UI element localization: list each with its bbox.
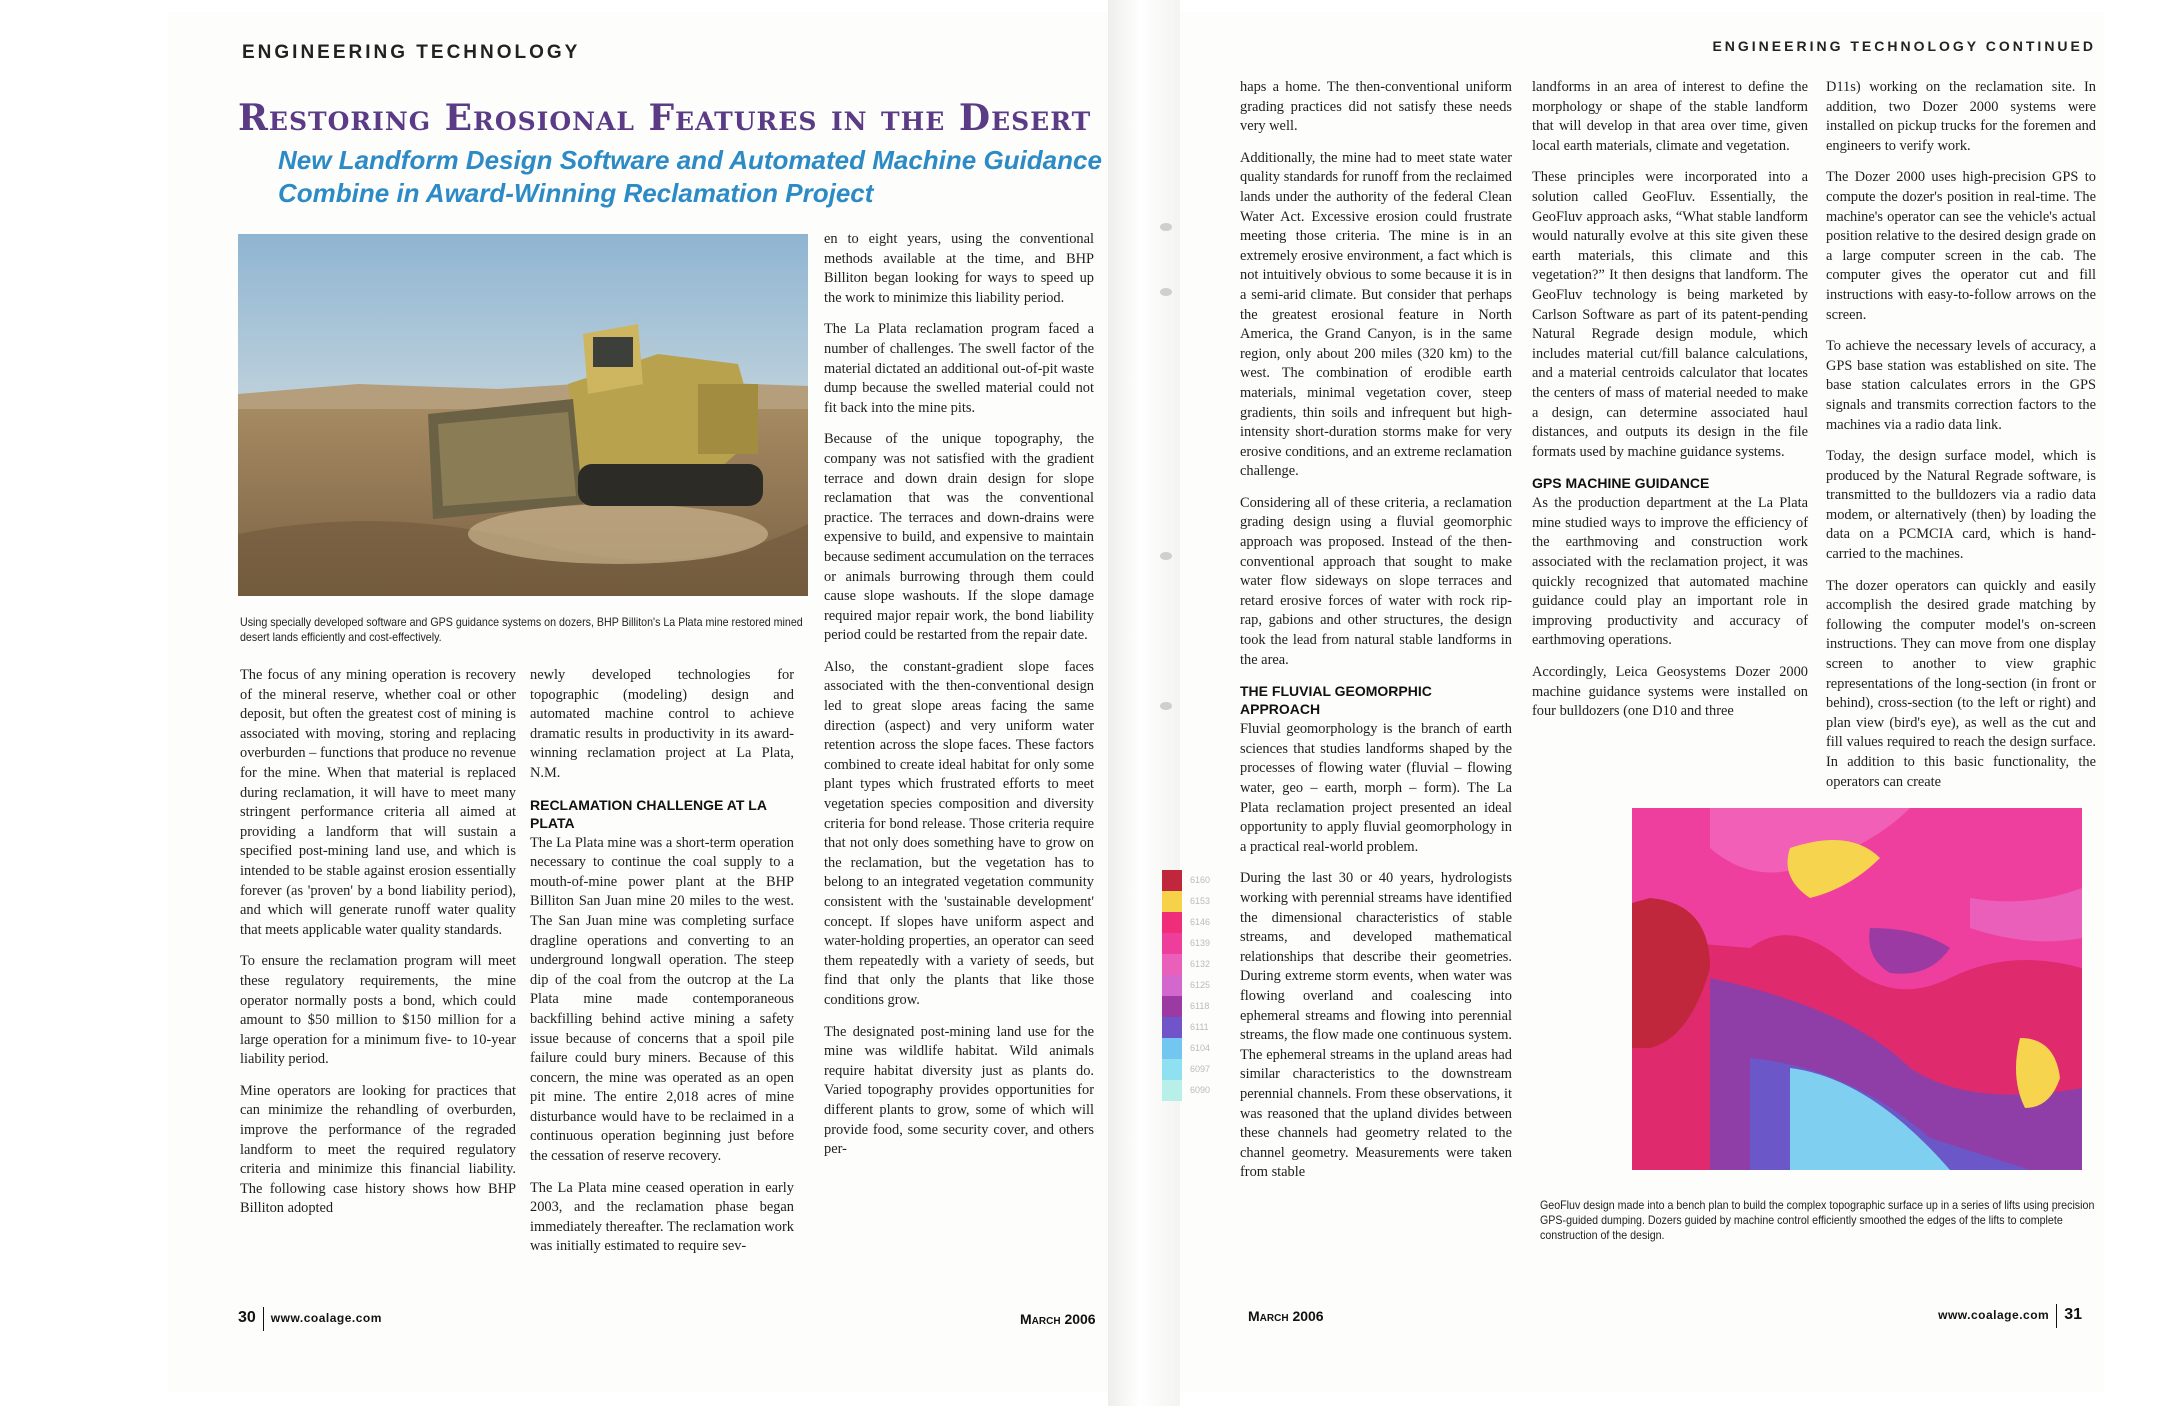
paragraph: Additionally, the mine had to meet state water quality standards for runoff from the reclaimed lands under the authority of the federal Clean Water Act. Excessive erosion could frustrate meeting those criteria. The mine is in an extremely erosive environment, a fact which is not intuitively obvious to some because it is in a semi-arid climate. But consider that perhaps the greatest erosional feature in North America, the Grand Canyon, is in the same region, only about 200 miles (320 km) to the west. The combination of erodible earth materials, minimal vegetation cover, steep gradients, thin soils and infrequent but high-intensity short-duration storms make for very erosive conditions, and an extreme reclamation challenge. bbox=[1240, 149, 1512, 480]
section-heading: RECLAMATION CHALLENGE AT LA PLATA bbox=[530, 796, 767, 831]
paragraph: Also, the constant-gradient slope faces associated with the then-conventional design led to great slope areas facing the same direction (aspect) and very uniform water retention across the slope faces. These factors combined to create ideal habitat for only some plant types which frustrated efforts to meet vegetation species composition and diversity criteria for bond release. Those criteria require that not only does something have to grow on the reclamation, but the vegetation has to belong to an integrated vegetation community consistent with the 'sustainable development' concept. If slopes have uniform aspect and water-holding properties, an operator can seed them repeatedly with a variety of seeds, but find that only the plants that like those conditions grow. bbox=[824, 658, 1094, 1008]
paragraph: Mine operators are looking for practices that can minimize the rehandling of overburden, improve the performance of the regraded landform to meet the required regulatory criteria and minimize this financial liability. The following case history shows how BHP Billiton adopted bbox=[240, 1082, 516, 1217]
legend-label: 6153 bbox=[1190, 896, 1211, 906]
left-column-2 bbox=[530, 666, 794, 1269]
issue-date: March 2006 bbox=[1248, 1308, 1324, 1324]
left-column-3 bbox=[824, 230, 1094, 1172]
binding-hole bbox=[1160, 288, 1172, 296]
paragraph: Considering all of these criteria, a reclamation grading design using a fluvial geomorphic approach was proposed. Instead of the then-conventional approach that sought to make water flow sideways on slope terraces and retard erosive forces of water with rock rip-rap, gabions and other structures, the design took the lead from natural stable landforms in the area. bbox=[1240, 494, 1512, 668]
footer-url[interactable]: www.coalage.com bbox=[1938, 1308, 2050, 1323]
legend-label: 6146 bbox=[1190, 917, 1211, 927]
paragraph: landforms in an area of interest to define the morphology or shape of the stable landform that will develop in that area over time, given local earth materials, climate and vegetation. bbox=[1532, 79, 1808, 154]
paragraph: To ensure the reclamation program will meet these regulatory requirements, the mine operator normally posts a bond, which could amount to $50 million to $150 million for a large operation for a minimum five- to 10-year liability period. bbox=[240, 953, 516, 1068]
legend-label: 6139 bbox=[1190, 938, 1211, 948]
paragraph: To achieve the necessary levels of accuracy, a GPS base station was established on site. The base station calculates errors in the GPS signals and transmits correction factors to the machines via a radio data link. bbox=[1826, 338, 2096, 433]
paragraph: During the last 30 or 40 years, hydrologists working with perennial streams have identified the dimensional characteristics of stable streams, and developed mathematical relationships that describe their geometries. During extreme storm events, when water was flowing overland and coalescing into ephemeral streams and flowing into perennial streams, the flow made one continuous system. The ephemeral streams in the upland areas had similar characteristics to the downstream perennial channels. From these observations, it was reasoned that the upland divides between these channels had geometry related to the channel geometry. Measurements were taken from stable bbox=[1240, 870, 1512, 1181]
left-footer bbox=[238, 1307, 382, 1331]
page-number: 31 bbox=[2064, 1306, 2082, 1324]
bulldozer-photo bbox=[238, 234, 808, 596]
legend-label: 6111 bbox=[1190, 1022, 1209, 1032]
right-footer bbox=[1938, 1304, 2082, 1328]
binding-hole bbox=[1160, 702, 1172, 710]
footer-divider bbox=[263, 1307, 264, 1331]
section-label: ENGINEERING TECHNOLOGY CONTINUED bbox=[1712, 38, 2096, 54]
paragraph: As the production department at the La Plata mine studied ways to improve the efficiency of the earthmoving and construction work associated with the reclamation project, it was quickly recognized that automated machine guidance could play an important role in improving productivity and accuracy of earthmoving operations. bbox=[1532, 495, 1808, 649]
paragraph: Fluvial geomorphology is the branch of earth sciences that studies landforms shaped by the processes of flowing water (fluvial – flowing water, geo – earth, morph – form). The La Plata reclamation project presented an ideal opportunity to apply fluvial geomorphology in a practical real-world problem. bbox=[1240, 721, 1512, 855]
paragraph: The La Plata mine ceased operation in early 2003, and the reclamation phase began immediately thereafter. The reclamation work was initially estimated to require sev- bbox=[530, 1179, 794, 1255]
paragraph: The Dozer 2000 uses high-precision GPS to compute the dozer's position in real-time. The machine's operator can see the vehicle's actual position relative to the desired design grade on a large computer screen in the cab. The computer gives the operator cut and fill instructions with easy-to-follow arrows on the screen. bbox=[1826, 169, 2096, 323]
footer-divider bbox=[2056, 1304, 2057, 1328]
paragraph: Today, the design surface model, which is produced by the Natural Regrade software, is transmitted to the bulldozers via a radio data modem, or alternatively (then) by loading the data on a PCMCIA card, which is hand-carried to the machines. bbox=[1826, 448, 2096, 563]
paragraph: haps a home. The then-conventional uniform grading practices did not satisfy these needs very well. bbox=[1240, 79, 1512, 135]
issue-date: March 2006 bbox=[1020, 1311, 1096, 1327]
section-heading: THE FLUVIAL GEOMORPHIC APPROACH bbox=[1240, 683, 1432, 718]
paragraph: Accordingly, Leica Geosystems Dozer 2000 machine guidance systems were installed on four bulldozers (one D10 and three bbox=[1532, 664, 1808, 720]
map-caption: GeoFluv design made into a bench plan to build the complex topographic surface up in a series of lifts using precision GPS-guided dumping. Dozers guided by machine control efficiently smoothed the edges of the lifts to complete construction of the design. bbox=[1540, 1199, 2095, 1242]
footer-url[interactable]: www.coalage.com bbox=[270, 1311, 382, 1326]
binding-hole bbox=[1160, 552, 1172, 560]
article-subtitle: New Landform Design Software and Automated Machine Guidance Combine in Award-Winning Reclamation Project bbox=[278, 145, 1102, 208]
paragraph: The La Plata reclamation program faced a number of challenges. The swell factor of the material dictated an additional out-of-pit waste dump because the swelled material could not fit back into the mine pits. bbox=[824, 321, 1094, 416]
right-column-2 bbox=[1532, 78, 1808, 734]
paragraph: D11s) working on the reclamation site. In addition, two Dozer 2000 systems were installed on pickup trucks for the foremen and engineers to verify work. bbox=[1826, 79, 2096, 154]
legend-label: 6097 bbox=[1190, 1064, 1211, 1074]
right-footer-date bbox=[1248, 1308, 1324, 1324]
geofluv-topography-map bbox=[1150, 808, 2090, 1170]
left-page bbox=[168, 12, 1108, 1392]
page-number: 30 bbox=[238, 1309, 256, 1327]
paragraph: These principles were incorporated into a solution called GeoFluv. Essentially, the GeoFluv approach asks, “What stable landform would naturally evolve at this site given these earth materials, this climate and this vegetation?” It then designs that landform. The GeoFluv technology is being marketed by Carlson Software as part of its patent-pending Natural Regrade design module, which includes material cut/fill balance calculations, and a material centroids calculator that locates the centers of mass of material needed to make a design, can determine associated haul distances, and outputs its design in the file formats used by machine guidance systems. bbox=[1532, 169, 1808, 460]
legend-label: 6160 bbox=[1190, 875, 1211, 885]
legend-label: 6125 bbox=[1190, 980, 1211, 990]
paragraph: The La Plata mine was a short-term operation necessary to continue the coal supply to a mouth-of-mine power plant at the BHP Billiton San Juan mine 20 miles to the west. The San Juan mine was completing surface dragline operations and converting to an underground longwall operation. The steep dip of the coal from the outcrop at the La Plata mine made contemporaneous backfilling behind active mining a safety issue because of concerns that a spoil pile failure could bury miners. Because of this concern, the mine was operated as an open pit mine. The entire 2,018 acres of mine disturbance would have to be reclaimed in a continuous operation beginning just before the cessation of reserve recovery. bbox=[530, 834, 794, 1165]
photo-caption: Using specially developed software and GPS guidance systems on dozers, BHP Billiton's La Plata mine restored mined desert lands efficiently and cost-effectively. bbox=[240, 616, 803, 644]
paragraph: en to eight years, using the conventional methods available at the time, and BHP Billiton began looking for ways to speed up the work to minimize this liability period. bbox=[824, 231, 1094, 306]
legend-label: 6104 bbox=[1190, 1043, 1211, 1053]
left-footer-date bbox=[1020, 1311, 1096, 1327]
legend-label: 6118 bbox=[1190, 1001, 1210, 1011]
paragraph: The designated post-mining land use for the mine was wildlife habitat. Wild animals require habitat diversity just as plants do. Varied topography provides opportunities for different plants to grow, some of which will provide food, some security cover, and others per- bbox=[824, 1023, 1094, 1158]
article-title: Restoring Erosional Features in the Desert bbox=[238, 97, 1092, 139]
legend-label: 6090 bbox=[1190, 1085, 1211, 1095]
right-page bbox=[1180, 12, 2104, 1392]
binding-hole bbox=[1160, 223, 1172, 231]
legend-label: 6132 bbox=[1190, 959, 1211, 969]
paragraph: Because of the unique topography, the company was not satisfied with the gradient terrace and down drain design for slope reclamation that was the conventional practice. The terraces and down-drains were expensive to build, and expensive to maintain because sediment accumulation on the terraces or animals burrowing through them could cause slope washouts. If the slope damage required major repair work, the bond liability period could be restarted from the repair date. bbox=[824, 431, 1094, 644]
paragraph: newly developed technologies for topographic (modeling) design and automated machine control to achieve dramatic results in productivity in its award-winning reclamation project at La Plata, N.M. bbox=[530, 667, 794, 781]
paragraph: The dozer operators can quickly and easily accomplish the desired grade matching by following the computer model's on-screen instructions. They can move from one display screen to another to view graphic representations of the long-section (in front or behind), cross-section (to the left or right) and plan view (bird's eye), as well as the cut and fill values required to reach the design surface. In addition to this basic functionality, the operators can create bbox=[1826, 577, 2096, 790]
section-label: ENGINEERING TECHNOLOGY bbox=[242, 42, 581, 63]
right-column-3 bbox=[1826, 78, 2096, 804]
paragraph: The focus of any mining operation is recovery of the mineral reserve, whether coal or other deposit, but often the greatest cost of mining is associated with moving, storing and replacing overburden – functions that produce no revenue for the mine. When that material is replaced during reclamation, it will have to meet many stringent performance criteria all aimed at providing a landform that will sustain a specified post-mining land use, and which is intended to be stable against erosion essentially forever (as 'proven' by a bond liability period), and which will generate runoff water quality that meets applicable water quality standards. bbox=[240, 667, 516, 938]
left-column-1 bbox=[240, 666, 516, 1231]
section-heading: GPS MACHINE GUIDANCE bbox=[1532, 475, 1710, 492]
